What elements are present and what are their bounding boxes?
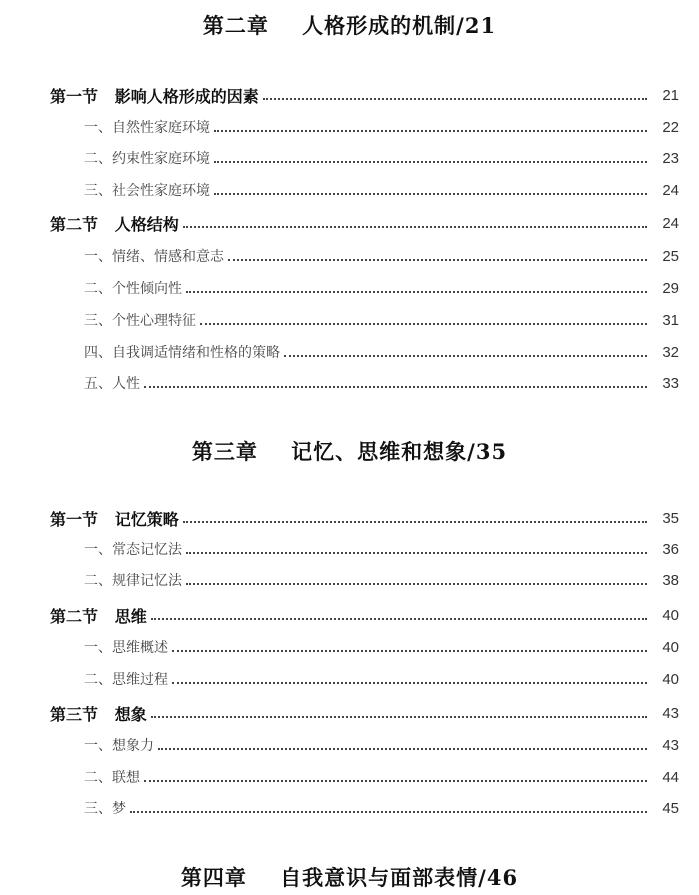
toc-section[interactable] [0, 209, 699, 237]
chapter-title: 第二章 人格形成的机制/21 [202, 13, 497, 38]
section-label: 第二节 人格结构 [50, 214, 179, 234]
toc-item[interactable] [0, 566, 699, 594]
dot-leader [228, 259, 647, 261]
section-label: 第一节 记忆策略 [50, 509, 179, 529]
page-number: 29 [662, 279, 679, 297]
toc-item[interactable] [0, 535, 699, 563]
section-label: 第二节 思维 [50, 606, 147, 626]
page-number: 43 [662, 736, 679, 754]
page-number: 44 [662, 768, 679, 786]
item-label: 二、规律记忆法 [84, 573, 182, 589]
toc-item[interactable] [0, 369, 699, 397]
page-number: 43 [662, 704, 679, 722]
toc-section[interactable] [0, 81, 699, 109]
item-label: 五、人性 [84, 376, 140, 392]
dot-leader [284, 355, 647, 357]
section-label: 第三节 想象 [50, 704, 147, 724]
page-number: 32 [662, 343, 679, 361]
toc-item[interactable] [0, 731, 699, 759]
page-number: 22 [662, 118, 679, 136]
toc-item[interactable] [0, 665, 699, 693]
item-label: 一、想象力 [84, 738, 154, 754]
page-number: 40 [662, 606, 679, 624]
page-number: 38 [662, 571, 679, 589]
toc-item[interactable] [0, 113, 699, 141]
item-label: 一、思维概述 [84, 640, 168, 656]
item-label: 四、自我调适情绪和性格的策略 [84, 345, 280, 361]
item-label: 二、个性倾向性 [84, 281, 182, 297]
dot-leader [144, 386, 647, 388]
dot-leader [214, 193, 647, 195]
page-number: 45 [662, 799, 679, 817]
item-label: 二、约束性家庭环境 [84, 151, 210, 167]
dot-leader [130, 811, 647, 813]
item-label: 一、情绪、情感和意志 [84, 249, 224, 265]
item-label: 三、梦 [84, 801, 126, 817]
toc-item[interactable] [0, 763, 699, 791]
toc-item[interactable] [0, 274, 699, 302]
dot-leader [186, 583, 647, 585]
dot-leader [186, 291, 647, 293]
page-number: 33 [662, 374, 679, 392]
page-number: 23 [662, 149, 679, 167]
page-number: 25 [662, 247, 679, 265]
item-label: 二、联想 [84, 770, 140, 786]
dot-leader [186, 552, 647, 554]
toc-item[interactable] [0, 633, 699, 661]
page-number: 21 [662, 86, 679, 104]
section-label: 第一节 影响人格形成的因素 [50, 86, 259, 106]
toc-item[interactable] [0, 144, 699, 172]
toc-item[interactable] [0, 176, 699, 204]
item-label: 三、社会性家庭环境 [84, 183, 210, 199]
chapter-title: 第四章 自我意识与面部表情/46 [180, 865, 519, 890]
item-label: 二、思维过程 [84, 672, 168, 688]
dot-leader [172, 682, 647, 684]
page-number: 24 [662, 181, 679, 199]
page-number: 35 [662, 509, 679, 527]
page-number: 40 [662, 638, 679, 656]
page-number: 40 [662, 670, 679, 688]
item-label: 一、常态记忆法 [84, 542, 182, 558]
dot-leader [151, 618, 647, 620]
toc-section[interactable] [0, 699, 699, 727]
dot-leader [172, 650, 647, 652]
toc-item[interactable] [0, 306, 699, 334]
page-number: 36 [662, 540, 679, 558]
toc-item[interactable] [0, 794, 699, 822]
toc-section[interactable] [0, 504, 699, 532]
dot-leader [183, 226, 647, 228]
toc-item[interactable] [0, 338, 699, 366]
dot-leader [214, 161, 647, 163]
chapter-title: 第三章 记忆、思维和想象/35 [191, 439, 508, 464]
dot-leader [200, 323, 647, 325]
page-number: 24 [662, 214, 679, 232]
page-number: 31 [662, 311, 679, 329]
dot-leader [158, 748, 647, 750]
dot-leader [214, 130, 647, 132]
dot-leader [151, 716, 647, 718]
item-label: 一、自然性家庭环境 [84, 120, 210, 136]
toc-item[interactable] [0, 242, 699, 270]
dot-leader [144, 780, 647, 782]
toc-section[interactable] [0, 601, 699, 629]
dot-leader [183, 521, 647, 523]
item-label: 三、个性心理特征 [84, 313, 196, 329]
dot-leader [263, 98, 647, 100]
